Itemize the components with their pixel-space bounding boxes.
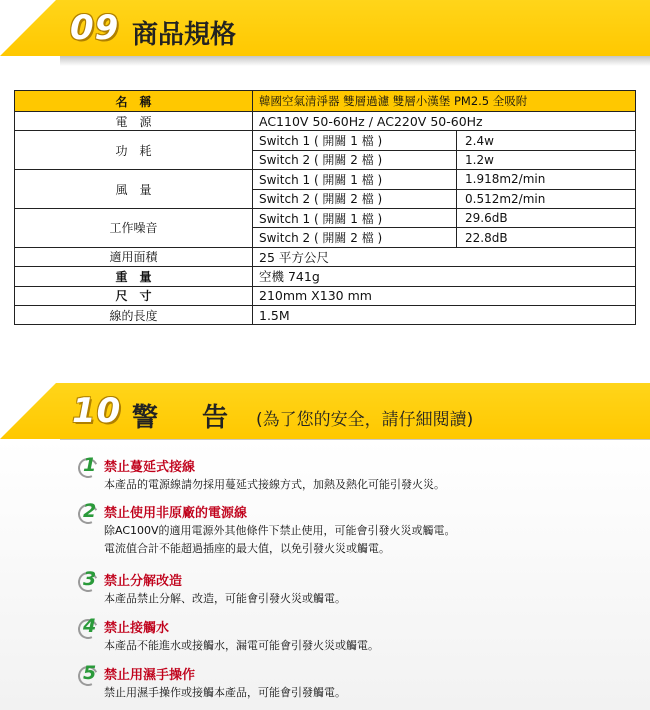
- warning-number: 3: [83, 568, 97, 590]
- spec-value-name: 韓國空氣清淨器 雙層過濾 雙層小漢堡 PM2.5 全吸附: [253, 91, 636, 112]
- spec-switch-2: Switch 2 ( 開關 2 檔 ): [253, 189, 457, 208]
- warning-title: 禁止分解改造: [104, 574, 183, 589]
- spec-label-weight: 重 量: [15, 267, 253, 286]
- spec-value-size: 210mm X130 mm: [253, 286, 636, 305]
- section-title-part: 警: [132, 403, 159, 433]
- warning-number: 5: [83, 662, 97, 684]
- spec-value-noise-s1: 29.6dB: [457, 208, 636, 227]
- warning-line: 除AC100V的適用電源外其他條件下禁止使用，可能會引發火災或觸電。: [104, 524, 456, 537]
- warning-title: 禁止蔓延式接線: [104, 460, 196, 475]
- spec-value-weight: 空機 741g: [253, 267, 636, 286]
- warning-line: 禁止用濕手操作或接觸本產品，可能會引發觸電。: [104, 686, 346, 699]
- banner-shadow: [60, 56, 650, 66]
- table-row: [15, 247, 636, 266]
- warning-text: [104, 590, 346, 608]
- spec-value-area: 25 平方公尺: [253, 247, 636, 266]
- section-number: 10: [72, 391, 122, 431]
- warning-number-badge: [78, 500, 100, 524]
- warning-title: 禁止接觸水: [104, 621, 170, 636]
- spec-value-noise-s2: 22.8dB: [457, 228, 636, 247]
- spec-label-power-source: 電 源: [15, 112, 253, 131]
- table-row: [15, 91, 636, 112]
- spec-table: [14, 90, 636, 325]
- warning-text: [104, 637, 379, 655]
- spec-value-power-s2: 1.2w: [457, 150, 636, 169]
- spec-value-airflow-s1: 1.918m2/min: [457, 170, 636, 189]
- spec-label-cable: 線的長度: [15, 305, 253, 324]
- spec-switch-1: Switch 1 ( 開關 1 檔 ): [253, 208, 457, 227]
- section-10-banner: [0, 383, 650, 447]
- section-title: [132, 397, 228, 434]
- spec-value-power-s1: 2.4w: [457, 131, 636, 150]
- section-number: 09: [70, 8, 120, 48]
- warnings-list: [0, 440, 650, 710]
- warning-line: 電流值合計不能超過插座的最大值，以免引發火災或觸電。: [104, 542, 390, 555]
- warning-title: 禁止使用非原廠的電源線: [104, 506, 248, 521]
- section-subtitle: (為了您的安全，請仔細閱讀): [256, 410, 474, 430]
- spec-label-name: 名 稱: [15, 91, 253, 112]
- table-row: [15, 112, 636, 131]
- banner-notch: [0, 383, 56, 439]
- spec-label-airflow: 風 量: [15, 170, 253, 209]
- spec-switch-2: Switch 2 ( 開關 2 檔 ): [253, 228, 457, 247]
- warning-number-badge: [78, 615, 100, 639]
- warning-number: 4: [83, 615, 97, 637]
- warning-text: [104, 522, 456, 558]
- table-row: [15, 131, 636, 150]
- spec-value-cable: 1.5M: [253, 305, 636, 324]
- table-row: [15, 267, 636, 286]
- spec-label-area: 適用面積: [15, 247, 253, 266]
- warning-line: 本產品禁止分解、改造，可能會引發火災或觸電。: [104, 592, 346, 605]
- section-title-part: 告: [202, 403, 229, 433]
- spec-switch-2: Switch 2 ( 開關 2 檔 ): [253, 150, 457, 169]
- warning-number: 2: [83, 500, 97, 522]
- warning-text: [104, 476, 445, 494]
- warning-text: [104, 684, 346, 702]
- warning-number-badge: [78, 454, 100, 478]
- table-row: [15, 305, 636, 324]
- spec-value-airflow-s2: 0.512m2/min: [457, 189, 636, 208]
- spec-switch-1: Switch 1 ( 開關 1 檔 ): [253, 170, 457, 189]
- section-title: 商品規格: [132, 20, 237, 50]
- section-09-banner: [0, 0, 650, 64]
- table-row: [15, 170, 636, 189]
- banner-notch: [0, 0, 56, 56]
- warning-line: 本產品不能進水或接觸水，漏電可能會引發火災或觸電。: [104, 639, 379, 652]
- table-row: [15, 208, 636, 227]
- warning-title: 禁止用濕手操作: [104, 668, 196, 683]
- warning-number: 1: [83, 454, 97, 476]
- spec-label-noise: 工作噪音: [15, 208, 253, 247]
- warning-number-badge: [78, 662, 100, 686]
- table-row: [15, 286, 636, 305]
- spec-value-power-source: AC110V 50-60Hz / AC220V 50-60Hz: [253, 112, 636, 131]
- spec-label-size: 尺 寸: [15, 286, 253, 305]
- warning-line: 本產品的電源線請勿採用蔓延式接線方式，加熱及熱化可能引發火災。: [104, 478, 445, 491]
- spec-label-power: 功 耗: [15, 131, 253, 170]
- warning-number-badge: [78, 568, 100, 592]
- spec-switch-1: Switch 1 ( 開關 1 檔 ): [253, 131, 457, 150]
